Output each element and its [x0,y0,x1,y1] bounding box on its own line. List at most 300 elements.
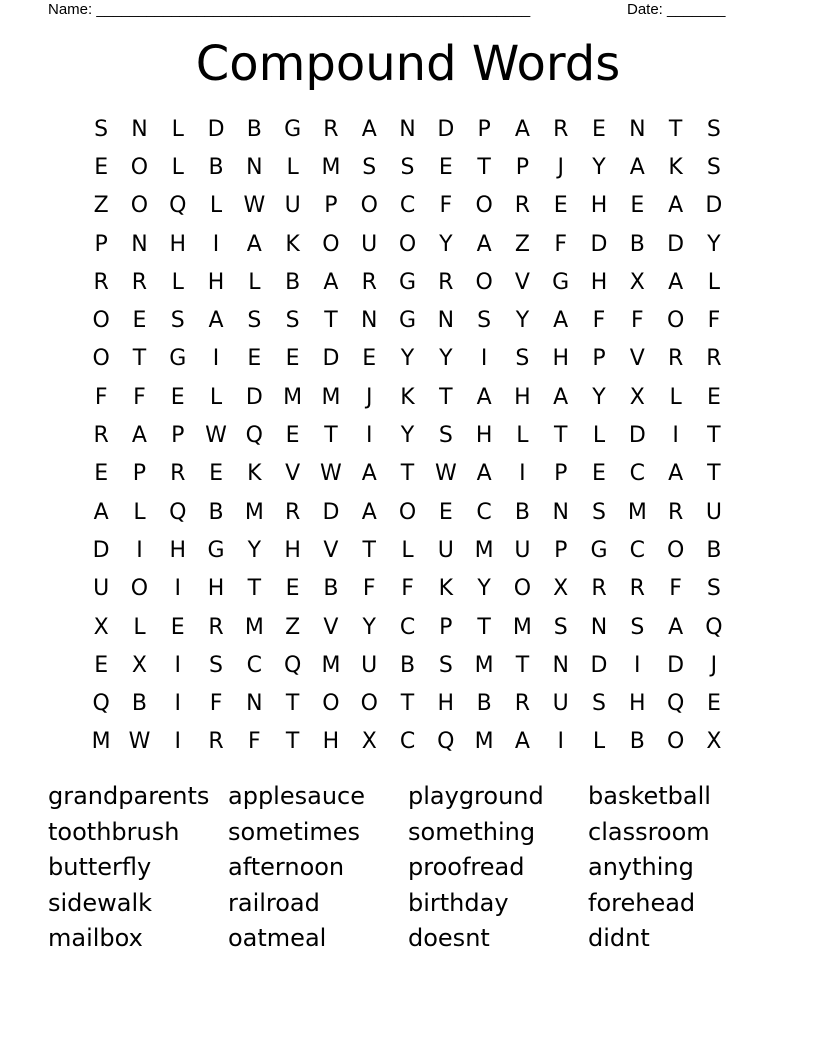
grid-letter: D [245,384,263,410]
grid-letter: M [512,614,532,640]
grid-letter: N [131,116,148,142]
grid-letter: Y [515,308,530,334]
grid-letter: I [136,537,143,563]
grid-letter: A [361,116,377,142]
grid-letter: T [324,308,338,334]
grid-letter: F [439,193,453,219]
grid-letter: E [592,461,606,487]
grid-letter: T [324,423,338,449]
grid-letter: I [174,691,181,717]
word-list-item: classroom [588,817,710,846]
grid-letter: B [323,576,339,602]
grid-letter: D [437,116,455,142]
grid-letter: T [285,729,300,755]
grid-letter: B [399,652,416,678]
grid-letter: M [321,384,341,410]
grid-letter: X [706,729,722,755]
grid-letter: R [706,346,722,372]
grid-letter: R [514,691,531,717]
grid-letter: M [627,499,647,525]
grid-letter: E [706,384,721,410]
grid-letter: B [246,116,262,142]
grid-letter: T [477,154,491,180]
grid-letter: A [93,499,109,525]
letter-grid [82,110,733,761]
grid-letter: I [212,231,220,257]
grid-letter: A [668,614,684,640]
word-list-item: didnt [588,924,650,952]
page-title: Compound Words [195,36,621,92]
word-list-item: sidewalk [48,888,153,917]
grid-letter: J [365,384,373,410]
grid-letter: L [171,116,184,142]
grid-letter: H [514,384,531,410]
grid-letter: T [477,614,491,640]
grid-letter: I [672,423,679,449]
grid-letter: U [93,576,110,602]
grid-letter: G [284,116,302,142]
grid-letter: E [285,423,300,449]
grid-letter: B [514,499,530,525]
grid-letter: D [667,652,685,678]
grid-letter: M [283,384,303,410]
grid-letter: Y [439,231,453,257]
grid-letter: B [629,231,645,257]
grid-letter: U [361,231,378,257]
grid-letter: E [132,308,147,334]
grid-letter: L [707,269,721,295]
grid-letter: D [590,231,608,257]
grid-letter: W [128,729,151,755]
grid-letter: O [666,537,685,563]
grid-letter: T [362,537,376,563]
grid-letter: O [475,269,493,295]
grid-letter: I [174,576,181,602]
grid-letter: P [592,346,606,372]
grid-letter: A [668,193,684,219]
grid-letter: N [246,691,263,717]
word-list-item: playground [408,782,544,810]
grid-letter: C [476,499,492,525]
grid-letter: G [398,308,417,334]
grid-letter: Y [477,576,491,602]
grid-letter: Z [514,231,530,257]
grid-letter: O [130,576,149,602]
grid-letter: O [360,193,378,219]
grid-letter: H [169,231,187,257]
grid-letter: P [132,461,147,487]
grid-letter: D [705,193,723,219]
grid-letter: E [170,614,185,640]
grid-letter: R [361,269,377,295]
grid-letter: B [629,729,645,755]
grid-letter: X [629,384,645,410]
grid-letter: T [707,423,721,449]
grid-letter: M [474,537,494,563]
grid-letter: R [553,116,569,142]
grid-letter: H [590,193,608,219]
grid-letter: K [668,154,683,180]
word-list-item: grandparents [48,782,210,810]
grid-letter: O [130,193,149,219]
grid-letter: L [209,384,223,410]
grid-letter: I [557,729,564,755]
grid-letter: D [92,537,110,563]
grid-letter: L [669,384,682,410]
grid-letter: U [437,537,454,563]
grid-letter: E [553,193,568,219]
grid-letter: B [476,691,492,717]
grid-letter: Y [400,346,415,372]
grid-letter: I [634,652,641,678]
grid-letter: X [361,729,377,755]
grid-letter: S [362,154,377,180]
grid-letter: Q [169,193,187,219]
grid-letter: F [630,308,644,334]
word-list-item: oatmeal [228,924,327,952]
grid-letter: I [174,652,181,678]
grid-letter: T [400,691,415,717]
grid-letter: K [400,384,415,410]
grid-letter: E [94,652,109,678]
grid-letter: L [592,423,606,449]
grid-letter: K [438,576,454,602]
grid-letter: G [207,537,225,563]
grid-letter: R [514,193,531,219]
word-list-item: doesnt [408,924,490,952]
grid-letter: Z [285,614,301,640]
word-list-item: proofread [408,853,525,881]
grid-letter: R [591,576,607,602]
grid-letter: F [94,384,108,410]
grid-letter: F [669,576,682,602]
grid-letter: O [322,231,340,257]
grid-letter: Q [245,423,263,449]
grid-letter: A [246,231,262,257]
grid-letter: O [92,308,110,334]
grid-letter: P [554,537,568,563]
grid-letter: Y [439,346,453,372]
grid-letter: L [171,154,184,180]
grid-letter: O [360,691,378,717]
grid-letter: U [552,691,569,717]
grid-letter: M [474,729,494,755]
grid-letter: T [439,384,453,410]
grid-letter: R [667,499,684,525]
grid-letter: D [628,423,646,449]
grid-letter: U [514,537,531,563]
grid-letter: C [629,461,645,487]
grid-letter: H [322,729,340,755]
grid-letter: C [399,614,416,640]
word-list-item: applesauce [228,782,365,810]
grid-letter: Q [705,614,723,640]
grid-letter: B [208,154,224,180]
grid-letter: C [629,537,645,563]
grid-letter: N [360,308,378,334]
grid-letter: P [439,614,453,640]
grid-letter: L [171,269,184,295]
grid-letter: S [170,308,185,334]
grid-letter: D [322,499,340,525]
grid-letter: M [91,729,111,755]
grid-letter: R [131,269,148,295]
grid-letter: H [169,537,187,563]
grid-letter: M [321,652,341,678]
grid-letter: H [207,269,225,295]
grid-letter: G [398,269,417,295]
word-list-item: mailbox [48,924,143,952]
grid-letter: E [209,461,223,487]
grid-letter: F [362,576,376,602]
grid-letter: S [209,652,224,678]
grid-letter: Q [437,729,455,755]
name-label: Name: [48,1,93,18]
grid-letter: A [323,269,339,295]
grid-letter: R [667,346,684,372]
grid-letter: G [552,269,570,295]
grid-letter: R [208,729,224,755]
grid-letter: T [668,116,683,142]
grid-letter: Y [362,614,376,640]
grid-letter: S [438,423,453,449]
grid-letter: W [320,461,342,487]
grid-letter: T [285,691,300,717]
word-list-item: afternoon [228,853,345,881]
grid-letter: I [212,346,220,372]
grid-letter: E [438,154,453,180]
word-list-item: railroad [228,888,320,917]
grid-letter: R [284,499,301,525]
grid-letter: E [438,499,453,525]
grid-letter: I [519,461,526,487]
grid-letter: L [516,423,529,449]
name-blank: ____________________________________________________ [96,1,531,18]
grid-letter: S [285,308,300,334]
grid-letter: N [131,231,148,257]
grid-letter: D [322,346,340,372]
date-label: Date: [627,1,663,18]
grid-letter: O [130,154,149,180]
grid-letter: E [247,346,262,372]
word-list-item: toothbrush [48,817,180,846]
grid-letter: N [590,614,608,640]
grid-letter: R [170,461,186,487]
word-list-item: forehead [588,888,696,917]
grid-letter: R [93,423,109,449]
grid-letter: G [590,537,608,563]
grid-letter: A [668,269,684,295]
grid-letter: P [171,423,185,449]
grid-letter: T [515,652,530,678]
word-list-item: butterfly [48,853,152,881]
grid-letter: F [554,231,568,257]
grid-letter: H [207,576,225,602]
grid-letter: O [475,193,493,219]
grid-letter: B [208,499,224,525]
grid-letter: Y [592,154,606,180]
grid-letter: E [285,576,300,602]
grid-letter: A [208,308,224,334]
grid-letter: A [668,461,684,487]
grid-letter: R [629,576,645,602]
grid-letter: H [437,691,455,717]
grid-letter: U [361,652,378,678]
grid-letter: K [285,231,300,257]
grid-letter: N [437,308,455,334]
grid-letter: R [93,269,109,295]
grid-letter: L [401,537,414,563]
grid-letter: F [707,308,721,334]
grid-letter: P [94,231,108,257]
grid-letter: D [667,231,685,257]
grid-letter: I [365,423,373,449]
grid-letter: S [706,154,721,180]
grid-letter: K [247,461,262,487]
grid-letter: E [706,691,721,717]
grid-letter: O [322,691,340,717]
grid-letter: L [592,729,606,755]
grid-letter: I [174,729,181,755]
grid-letter: M [321,154,341,180]
grid-letter: C [246,652,263,678]
grid-letter: F [248,729,261,755]
grid-letter: I [480,346,488,372]
grid-letter: V [285,461,301,487]
grid-letter: X [553,576,569,602]
grid-letter: Q [92,691,110,717]
grid-letter: T [553,423,568,449]
grid-letter: J [557,154,564,180]
grid-letter: P [477,116,491,142]
grid-letter: A [361,461,377,487]
grid-letter: H [552,346,569,372]
grid-letter: A [553,384,569,410]
grid-letter: L [209,193,223,219]
grid-letter: B [131,691,147,717]
grid-letter: S [592,499,606,525]
grid-letter: F [592,308,606,334]
grid-letter: C [399,729,416,755]
grid-letter: E [285,346,300,372]
grid-letter: F [133,384,146,410]
date-field [627,0,725,20]
grid-letter: V [323,614,339,640]
grid-letter: A [476,384,492,410]
grid-letter: S [706,576,721,602]
grid-letter: S [438,652,453,678]
grid-letter: M [244,614,264,640]
grid-letter: Y [247,537,262,563]
word-list-item: birthday [408,888,509,917]
grid-letter: A [476,461,492,487]
grid-letter: S [553,614,568,640]
grid-letter: T [707,461,721,487]
grid-letter: H [629,691,646,717]
grid-letter: V [629,346,645,372]
grid-letter: S [94,116,109,142]
grid-letter: Q [169,499,187,525]
grid-letter: F [209,691,223,717]
grid-letter: A [514,729,530,755]
grid-letter: L [133,614,146,640]
grid-letter: Q [283,652,302,678]
grid-letter: Y [707,231,721,257]
word-list [48,779,768,957]
grid-letter: E [94,461,109,487]
header-line [48,0,748,20]
grid-letter: T [247,576,262,602]
grid-letter: D [207,116,225,142]
grid-letter: O [513,576,532,602]
grid-letter: P [554,461,568,487]
grid-letter: P [515,154,530,180]
grid-letter: W [205,423,227,449]
grid-letter: B [706,537,722,563]
grid-letter: S [706,116,721,142]
grid-letter: S [400,154,415,180]
grid-letter: N [629,116,646,142]
grid-letter: G [169,346,187,372]
grid-letter: L [133,499,146,525]
grid-letter: P [324,193,338,219]
grid-letter: U [284,193,301,219]
grid-letter: F [401,576,414,602]
grid-letter: B [285,269,301,295]
grid-letter: M [474,652,494,678]
grid-letter: T [400,461,415,487]
grid-letter: O [666,308,685,334]
grid-letter: S [630,614,645,640]
date-blank: _______ [667,1,726,18]
grid-letter: W [243,193,266,219]
grid-letter: A [514,116,530,142]
grid-letter: R [323,116,339,142]
grid-letter: N [552,499,569,525]
grid-letter: V [514,269,530,295]
grid-letter: L [248,269,261,295]
grid-letter: S [515,346,530,372]
grid-letter: H [475,423,493,449]
grid-letter: O [398,499,417,525]
grid-letter: X [629,269,645,295]
grid-letter: O [666,729,685,755]
grid-letter: A [629,154,645,180]
grid-letter: T [132,346,147,372]
grid-letter: R [208,614,224,640]
grid-letter: A [131,423,147,449]
grid-letter: R [438,269,454,295]
grid-letter: S [477,308,492,334]
grid-letter: L [286,154,299,180]
grid-letter: O [92,346,110,372]
grid-letter: E [592,116,606,142]
grid-letter: N [399,116,416,142]
grid-letter: H [284,537,301,563]
grid-letter: E [94,154,109,180]
grid-letter: E [170,384,185,410]
grid-letter: X [93,614,109,640]
grid-letter: E [362,346,377,372]
grid-letter: E [630,193,645,219]
grid-letter: A [361,499,377,525]
grid-letter: M [244,499,264,525]
grid-letter: Y [592,384,606,410]
grid-letter: J [710,652,718,678]
grid-letter: S [247,308,262,334]
grid-letter: O [398,231,417,257]
grid-letter: W [434,461,457,487]
